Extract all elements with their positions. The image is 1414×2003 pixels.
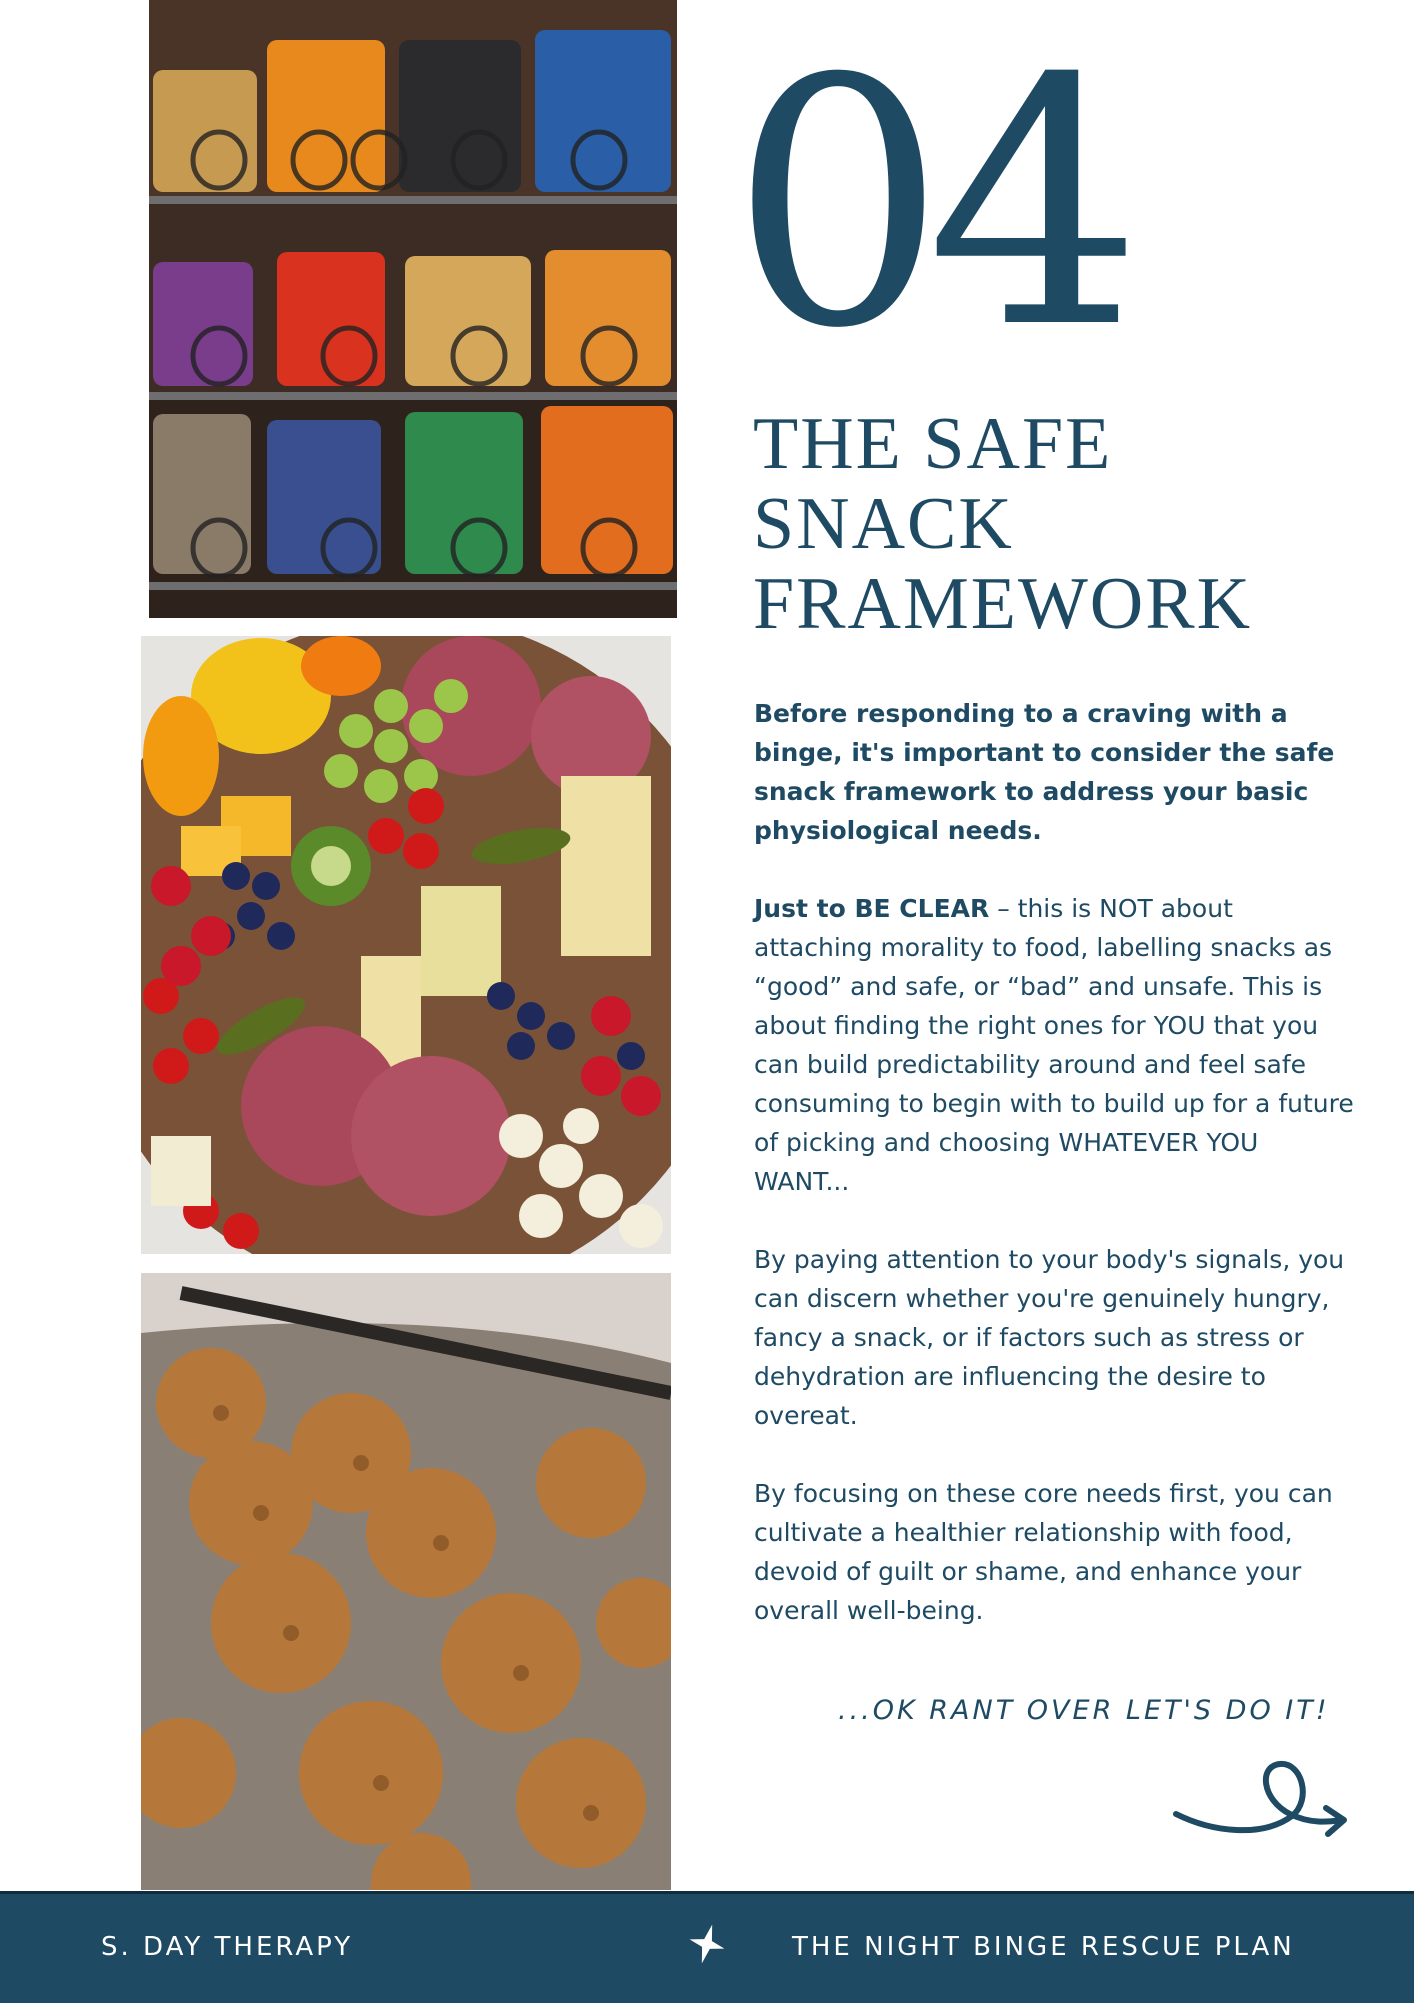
footer-title: THE NIGHT BINGE RESCUE PLAN — [792, 1932, 1295, 1962]
charcuterie-board-photo — [141, 636, 671, 1254]
body-text — [754, 694, 1354, 1669]
footer-brand: S. DAY THERAPY — [101, 1932, 354, 1962]
rant-tagline: ...OK RANT OVER LET'S DO IT! — [838, 1695, 1330, 1726]
chapter-number: 04 — [730, 7, 1123, 403]
clear-text: – this is NOT about attaching morality to food, labelling snacks as “good” and safe, or “bad” and unsafe. This is about finding the right ones for YOU that you can build predictability around and feel safe consuming to begin with to build up for a future of picking and choosing WHATEVER YOU WANT... — [754, 894, 1354, 1196]
cookies-tray-photo — [141, 1273, 671, 1890]
needs-paragraph: By focusing on these core needs first, you can cultivate a healthier relationship with food, devoid of guilt or shame, and enhance your overall well-being. — [754, 1479, 1333, 1625]
title-line: SNACK — [753, 483, 1014, 565]
page-title — [753, 404, 1373, 644]
sparkle-icon — [689, 1924, 725, 1964]
signals-paragraph: By paying attention to your body's signals, you can discern whether you're genuinely hungry, fancy a snack, or if factors such as stress or dehydration are influencing the desire to overeat. — [754, 1245, 1345, 1430]
footer — [0, 1891, 1414, 2003]
clear-paragraph — [754, 889, 1354, 1201]
vending-machine-photo — [149, 0, 677, 618]
clear-label: Just to BE CLEAR — [754, 894, 990, 923]
title-line: THE SAFE — [753, 403, 1113, 485]
title-line: FRAMEWORK — [753, 563, 1253, 645]
intro-paragraph: Before responding to a craving with a binge, it's important to consider the safe snack framework to address your basic physiological needs. — [754, 699, 1335, 845]
curly-arrow-icon — [1172, 1754, 1352, 1840]
